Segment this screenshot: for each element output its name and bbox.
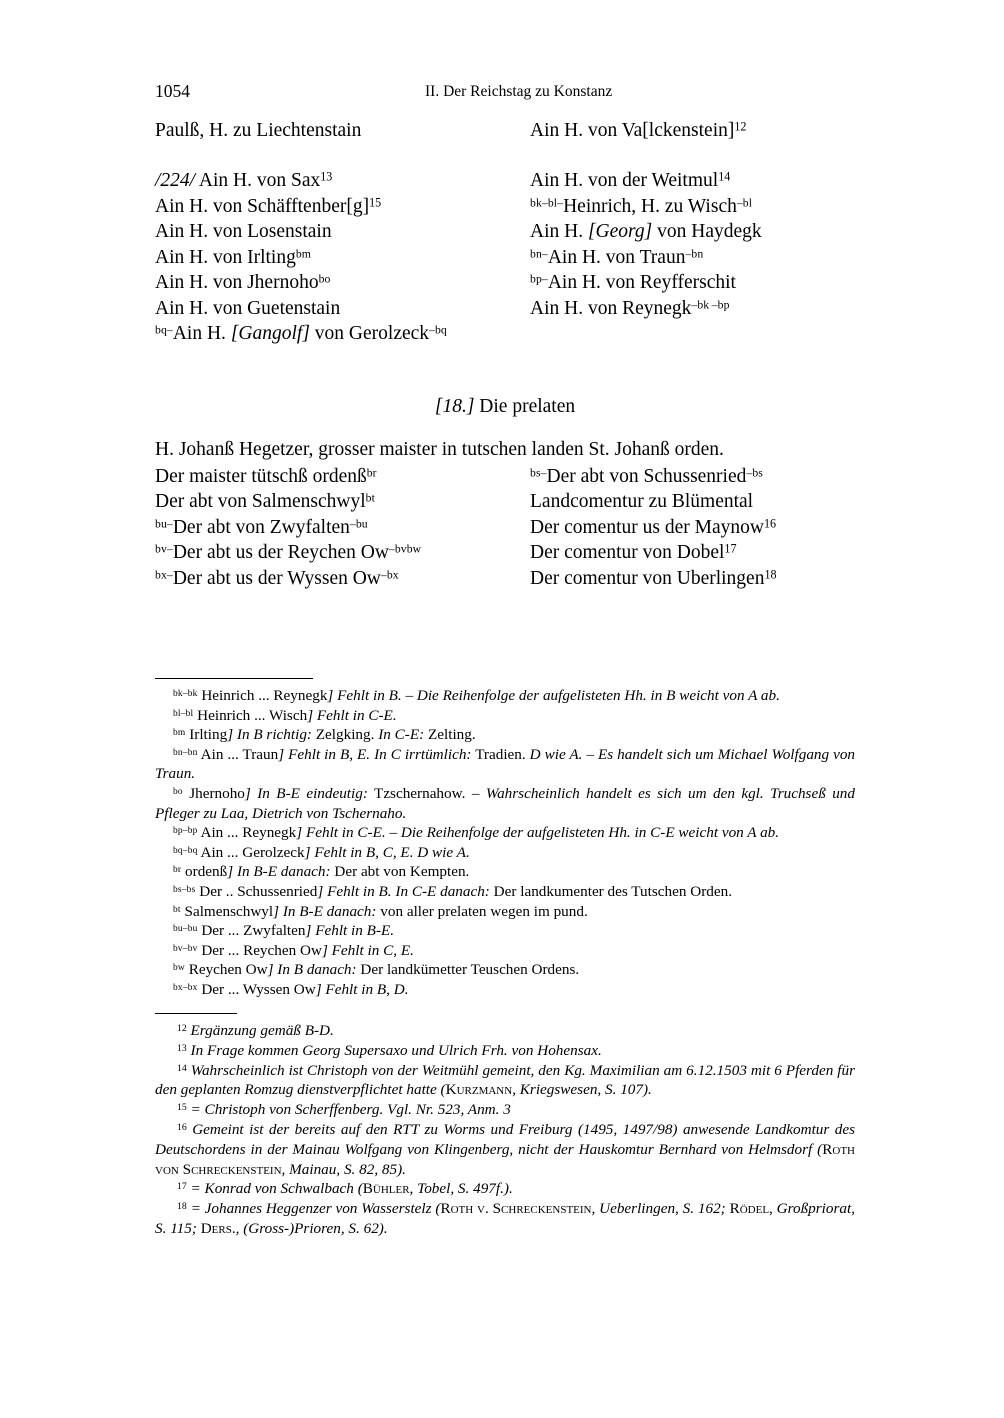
footnote: $^{15}$ = Christoph von Scherffenberg. Vgl. Nr. 523, Anm. 3 — [177, 1101, 511, 1119]
table-row — [155, 515, 855, 541]
entry-left: Der maister tütschß ordenß$^{br}$ — [155, 465, 377, 487]
entry-right: Ain H. [Georg] von Haydegk — [530, 221, 762, 242]
entry-left: Paulß, H. zu Liechtenstain — [155, 120, 362, 141]
entry-right: Der comentur von Dobel$^{17}$ — [530, 541, 737, 563]
section-lead-row — [155, 437, 855, 464]
entry-left: $^{bu-}$Der abt von Zwyfalten$^{-bu}$ — [155, 516, 368, 538]
table-row — [155, 540, 855, 566]
running-head — [155, 80, 855, 102]
entry-row — [155, 118, 855, 168]
entry-right: Der comentur us der Maynow$^{16}$ — [530, 515, 777, 538]
page-number: 1054 — [155, 81, 190, 101]
entry-right: Ain H. von Reynegk$^{-bk -bp}$ — [530, 297, 730, 319]
footnotes-block — [155, 1021, 855, 1239]
footnote: $^{18}$ = Johannes Heggenzer von Wasserstelz (Roth v. Schreckenstein, Ueberlingen, S. 162; Rödel, Großpriorat, S. 115; Ders., (Gross-)Prioren, S. 62). — [155, 1200, 856, 1237]
apparatus-note: $^{bs-bs}$ Der .. Schussenried] Fehlt in B. In C-E danach: Der landkumenter des Tutschen Orden. — [173, 882, 732, 900]
apparatus-note: $^{bk-bk}$ Heinrich ... Reynegk] Fehlt in B. – Die Reihenfolge der aufgelisteten Hh. in B weicht von A ab. — [173, 687, 780, 704]
table-row — [155, 296, 855, 322]
table-row — [155, 566, 855, 592]
entry-right: $^{bs-}$Der abt von Schussenried$^{-bs}$ — [530, 465, 763, 487]
section-heading-row — [155, 394, 855, 437]
entry-right: Der comentur von Uberlingen$^{18}$ — [530, 566, 777, 589]
footnote: $^{12}$ Ergänzung gemäß B-D. — [177, 1022, 334, 1039]
entry-right: $^{bn-}$Ain H. von Traun$^{-bn}$ — [530, 246, 704, 268]
table-row — [155, 321, 855, 347]
entry-left: Ain H. von $Schäfftenber[g]^{15}$ — [155, 194, 382, 217]
apparatus-note: $^{bq-bq}$ Ain ... Gerolzeck] Fehlt in B, C, E. D wie A. — [173, 843, 470, 861]
section-heading: [18.] Die prelaten — [434, 395, 576, 417]
apparatus-note: $^{bn-bn}$ Ain ... Traun] Fehlt in B, E. In C irrtümlich: Tradien. D wie A. – Es handelt sich um Michael Wolfgang von Traun. — [155, 745, 856, 783]
apparatus-note: $^{br}$ ordenß] In B-E danach: Der abt von Kempten. — [173, 863, 470, 881]
apparatus-note: $^{bt}$ Salmenschwyl] In B-E danach: von aller prelaten wegen im pund. — [173, 902, 588, 920]
footnote: $^{14}$ Wahrscheinlich ist Christoph von der Weitmühl gemeint, den Kg. Maximilian am 6.12.1503 mit 6 Pferden für den geplanten Romzug dienstverpflichtet hatte (Kurzmann, Kriegswesen, S. 107). — [155, 1061, 856, 1099]
entry-left: Ain H. von Losenstain — [155, 221, 332, 242]
entry-right: Ain H. von Va[lckenstein]$^{12}$ — [530, 119, 747, 141]
entry-left: /224/ Ain H. von Sax$^{13}$ — [155, 169, 333, 191]
apparatus-note: $^{bx-bx}$ Der ... Wyssen Ow] Fehlt in B, D. — [173, 980, 409, 998]
entry-list-nobility — [155, 168, 855, 347]
section-spacer — [155, 347, 855, 394]
footnote: $^{13}$ In Frage kommen Georg Supersaxo und Ulrich Frh. von Hohensax. — [177, 1041, 602, 1059]
table-row — [155, 194, 855, 220]
main-text-block — [155, 118, 855, 591]
apparatus-separator-rule — [155, 678, 313, 679]
entry-left: Ain H. von Jhernoho$^{bo}$ — [155, 272, 331, 293]
running-title: II. Der Reichstag zu Konstanz — [425, 83, 613, 100]
footnote: $^{16}$ Gemeint ist der bereits auf den RTT zu Worms und Freiburg (1495, 1497/98) anwesende Landkomtur des Deutschordens in der Mainau Wolfgang von Klingenberg, nicht der Hauskomtur Bernhard von Helmsdorf (Roth von Schreckenstein, Mainau, S. 82, 85). — [155, 1120, 856, 1178]
entry-right: $^{bk-bl-}$Heinrich, H. zu Wisch$^{-bl}$ — [530, 195, 753, 217]
apparatus-note: $^{bv-bv}$ Der ... Reychen Ow] Fehlt in C, E. — [173, 941, 414, 959]
table-row — [155, 168, 855, 194]
entry-right: Landcomentur zu Blümental — [530, 491, 754, 512]
entry-left: $^{bv-}$Der abt us der Reychen $Ow^{-bvbw}$ — [155, 542, 422, 563]
table-row — [155, 489, 855, 515]
apparatus-note: $^{bw}$ Reychen Ow] In B danach: Der landkümetter Teuschen Ordens. — [173, 961, 580, 979]
apparatus-note: $^{bl-bl}$ Heinrich ... Wisch] Fehlt in C-E. — [173, 706, 397, 724]
footnote-separator-rule — [155, 1013, 237, 1014]
entry-left: $^{bx-}$Der abt us der Wyssen $Ow^{-bx}$ — [155, 567, 399, 589]
entry-list-prelates — [155, 464, 855, 592]
apparatus-note: $^{bu-bu}$ Der ... Zwyfalten] Fehlt in B-E. — [173, 922, 395, 940]
entry-left: Ain H. von Irlting$^{bm}$ — [155, 246, 311, 268]
apparatus-note: $^{bo}$ Jhernoho] In B-E eindeutig: Tzschernahow. – Wahrscheinlich handelt es sich um den kgl. Truchseß und Pfleger zu Laa, Dietrich von Tschernaho. — [155, 784, 855, 822]
table-row — [155, 464, 855, 490]
table-row — [155, 270, 855, 296]
critical-apparatus — [155, 686, 855, 1000]
entry-left: Der abt von Salmenschwyl$^{bt}$ — [155, 491, 375, 512]
footnote: $^{17}$ = Konrad von Schwalbach (Bühler, Tobel, S. 497f.). — [177, 1180, 513, 1198]
entry-right: Ain H. von der Weitmul$^{14}$ — [530, 169, 731, 191]
section-lead-line: H. Johanß Hegetzer, grosser maister in tutschen landen St. Johanß orden. — [155, 438, 724, 460]
entry-left: Ain H. von Guetenstain — [155, 297, 341, 319]
table-row — [155, 245, 855, 271]
apparatus-note: $^{bp-bp}$ Ain ... Reynegk] Fehlt in C-E. – Die Reihenfolge der aufgelisteten Hh. in C-E weicht von A ab. — [173, 824, 780, 842]
apparatus-note: $^{bm}$ Irlting] In B richtig: Zelgking. In C-E: Zelting. — [173, 726, 476, 744]
entry-left: $^{bq-}$Ain H. [Gangolf] von Gerolzeck$^{-bq}$ — [155, 323, 447, 344]
entry-right: $^{bp-}$Ain H. von Reyfferschit — [530, 272, 736, 293]
table-row — [155, 219, 855, 245]
